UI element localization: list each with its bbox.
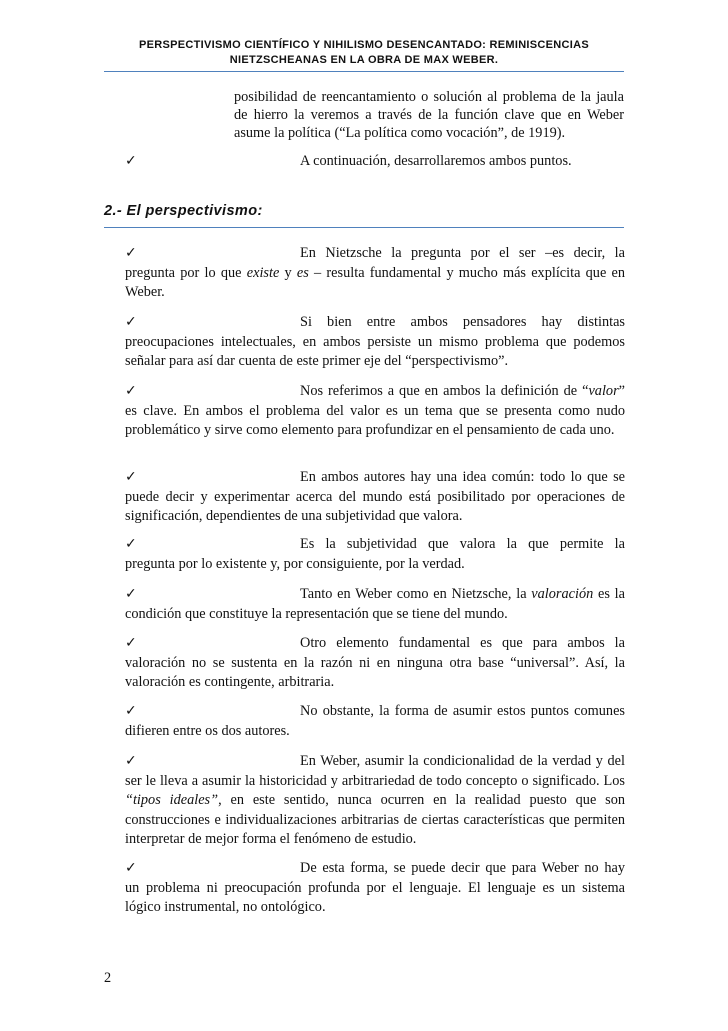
bullet-first-line: No obstante, la forma de asumir estos puntos comunes (300, 703, 625, 719)
section-rule (104, 227, 624, 228)
check-icon: ✓ (125, 703, 137, 719)
bullet-item-4 (125, 468, 625, 527)
check-icon: ✓ (125, 245, 137, 261)
header-line-1: PERSPECTIVISMO CIENTÍFICO Y NIHILISMO DESENCANTADO: REMINISCENCIAS (138, 39, 590, 51)
bullet-item-10 (125, 859, 625, 918)
bullet-first-line: Nos referimos a que en ambos la definición de “valor” (300, 383, 625, 399)
bullet-first-line: Es la subjetividad que valora la que permite la (300, 536, 625, 552)
bullet-continuation: ser le lleva a asumir la historicidad y arbitrariedad de todo concepto o significado. Los “tipos ideales”, en este sentido, nunca ocurren en la realidad puesto que son construcciones e individualizaciones arbitrarias de ciertas características que permiten interpretar de mejor forma el fenómeno de estudio. (125, 772, 626, 847)
running-header (0, 38, 728, 68)
check-icon: ✓ (125, 469, 137, 485)
bullet-continuation: valoración no se sustenta en la razón ni en ninguna otra base “universal”. Así, la valoración es contingente, arbitraria. (125, 654, 625, 690)
bullet-continuation: preocupaciones intelectuales, en ambos persiste un mismo problema que podemos señalar para así dar cuenta de este primer eje del “perspectivismo”. (125, 333, 625, 369)
bullet-first-line: De esta forma, se puede decir que para Weber no hay (300, 860, 625, 876)
italic-term: existe (246, 264, 280, 281)
bullet-item-3 (125, 382, 625, 441)
check-icon: ✓ (125, 153, 137, 169)
check-icon: ✓ (125, 586, 137, 602)
page-number: 2 (104, 970, 112, 986)
italic-term: valor (588, 383, 619, 399)
header-rule (104, 71, 624, 72)
bullet-first-line: En Weber, asumir la condicionalidad de la verdad y del (300, 753, 625, 769)
check-icon: ✓ (125, 860, 137, 876)
bullet-continuation: puede decir y experimentar acerca del mundo está posibilitado por operaciones de significación, dependientes de una subjetividad que valora. (125, 488, 625, 524)
bullet-item-6 (125, 585, 625, 624)
italic-term: es (296, 264, 309, 281)
bullet-continuation: condición que constituye la representación que se tiene del mundo. (125, 605, 508, 622)
bullet-continuation: difieren entre os dos autores. (125, 722, 290, 739)
section-heading: 2.- El perspectivismo: (104, 203, 263, 219)
check-icon: ✓ (125, 635, 137, 651)
bullet-first-line: En ambos autores hay una idea común: todo lo que se (300, 469, 625, 485)
bullet-item-9 (125, 752, 625, 850)
check-icon: ✓ (125, 753, 137, 769)
italic-term: “tipos ideales” (125, 792, 219, 808)
bullet-text: A continuación, desarrollaremos ambos puntos. (300, 153, 572, 169)
bullet-first-line: En Nietzsche la pregunta por el ser –es decir, la (300, 245, 625, 261)
check-icon: ✓ (125, 383, 137, 399)
bullet-first-line: Tanto en Weber como en Nietzsche, la valoración es la (300, 586, 625, 602)
bullet-item-7 (125, 634, 625, 693)
intro-paragraph: posibilidad de reencantamiento o solución al problema de la jaula de hierro la veremos a través de la función clave que en Weber asume la política (“La política como vocación”, de 1919). (234, 89, 624, 141)
check-icon: ✓ (125, 536, 137, 552)
italic-term: valoración (531, 586, 594, 602)
bullet-continuation: pregunta por lo que existe y es – resulta fundamental y mucho más explícita que en Weber. (125, 264, 626, 300)
bullet-first-line: Otro elemento fundamental es que para ambos la (300, 635, 625, 651)
header-line-2: NIETZSCHEANAS EN LA OBRA DE MAX WEBER. (229, 54, 499, 66)
bullet-item-2 (125, 313, 625, 372)
bullet-continuation: pregunta por lo existente y, por consiguiente, por la verdad. (125, 555, 465, 572)
bullet-continuation: un problema ni preocupación profunda por el lenguaje. El lenguaje es un sistema lógico instrumental, no ontológico. (125, 879, 625, 915)
bullet-item-1 (125, 244, 625, 303)
bullet-item-8 (125, 702, 625, 741)
bullet-item-5 (125, 535, 625, 574)
check-icon: ✓ (125, 314, 137, 330)
bullet-first-line: Si bien entre ambos pensadores hay distintas (300, 314, 625, 330)
bullet-item-0 (125, 152, 625, 172)
bullet-continuation: es clave. En ambos el problema del valor es un tema que se presenta como nudo problemático y sirve como elemento para profundizar en el pensamiento de cada uno. (125, 402, 625, 438)
